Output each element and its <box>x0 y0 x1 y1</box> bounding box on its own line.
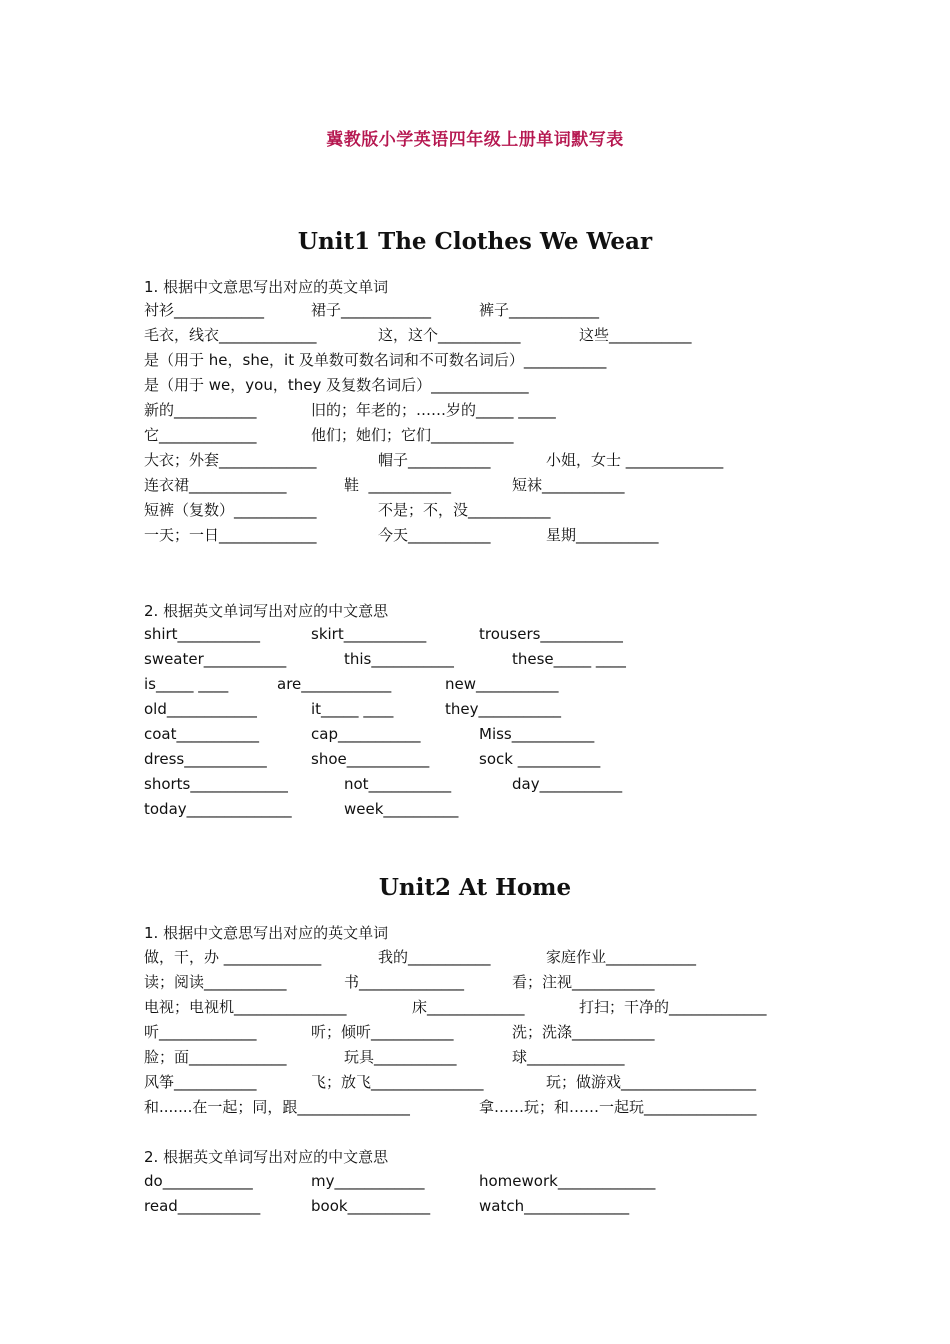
unit1-part1-row-6 <box>144 425 844 449</box>
vocab-item: cap___________ <box>311 725 421 743</box>
vocab-item: 洗；洗涤___________ <box>512 1023 655 1041</box>
vocab-item: is_____ ____ <box>144 675 229 693</box>
unit1-part1-row-5 <box>144 400 844 424</box>
vocab-item: 拿……玩；和……一起玩_______________ <box>479 1098 757 1116</box>
vocab-item: 短裤（复数）___________ <box>144 501 317 519</box>
unit1-part1-row-9 <box>144 500 844 524</box>
unit2-part1-heading: 1. 根据中文意思写出对应的英文单词 <box>144 924 389 942</box>
vocab-item: it_____ ____ <box>311 700 394 718</box>
vocab-item: book___________ <box>311 1197 431 1215</box>
vocab-item: shoe___________ <box>311 750 430 768</box>
vocab-item: 衬衫____________ <box>144 301 265 319</box>
vocab-item: 听_____________ <box>144 1023 257 1041</box>
vocab-item: 床_____________ <box>412 998 525 1016</box>
unit1-part1-row-8 <box>144 475 844 499</box>
vocab-item: old____________ <box>144 700 257 718</box>
unit1-part1-row-4 <box>144 375 844 399</box>
unit1-part2-heading: 2. 根据英文单词写出对应的中文意思 <box>144 602 389 620</box>
vocab-item: not___________ <box>344 775 452 793</box>
vocab-item: shorts_____________ <box>144 775 288 793</box>
unit2-part1-row-7 <box>144 1097 844 1121</box>
unit1-heading: Unit1 The Clothes We Wear <box>297 228 653 255</box>
vocab-item: read___________ <box>144 1197 261 1215</box>
vocab-item: these_____ ____ <box>512 650 626 668</box>
vocab-item: dress___________ <box>144 750 267 768</box>
vocab-item: they___________ <box>445 700 561 718</box>
vocab-item: trousers___________ <box>479 625 623 643</box>
unit2-part1-row-6 <box>144 1072 844 1096</box>
unit1-part2-row-6 <box>144 749 844 773</box>
vocab-item: homework_____________ <box>479 1172 656 1190</box>
vocab-item: are____________ <box>277 675 392 693</box>
vocab-item: 裤子____________ <box>479 301 600 319</box>
vocab-item: shirt___________ <box>144 625 261 643</box>
vocab-item: 这，这个___________ <box>378 326 521 344</box>
vocab-item: 打扫；干净的_____________ <box>579 998 767 1016</box>
vocab-item: today______________ <box>144 800 292 818</box>
vocab-item: sweater___________ <box>144 650 287 668</box>
unit2-part2-heading: 2. 根据英文单词写出对应的中文意思 <box>144 1148 389 1166</box>
vocab-item: new___________ <box>445 675 559 693</box>
vocab-item: 帽子___________ <box>378 451 491 469</box>
unit1-part1-row-2 <box>144 325 844 349</box>
unit2-part1-row-4 <box>144 1022 844 1046</box>
vocab-item: 看；注视___________ <box>512 973 655 991</box>
vocab-item: 读；阅读___________ <box>144 973 287 991</box>
unit1-part2-row-1 <box>144 624 844 648</box>
vocab-item: watch______________ <box>479 1197 630 1215</box>
vocab-item: 听；倾听___________ <box>311 1023 454 1041</box>
vocab-item: 书______________ <box>344 973 465 991</box>
vocab-item: 星期___________ <box>546 526 659 544</box>
unit1-part2-row-8 <box>144 799 844 823</box>
vocab-item: 裙子____________ <box>311 301 432 319</box>
unit1-part2-row-4 <box>144 699 844 723</box>
vocab-item: 旧的；年老的；……岁的_____ _____ <box>311 401 556 419</box>
vocab-item: 是（用于 he，she，it 及单数可数名词和不可数名词后）___________ <box>144 351 607 369</box>
vocab-item: 连衣裙_____________ <box>144 476 287 494</box>
unit1-part1-heading: 1. 根据中文意思写出对应的英文单词 <box>144 278 389 296</box>
vocab-item: 我的___________ <box>378 948 491 966</box>
vocab-item: 球_____________ <box>512 1048 625 1066</box>
vocab-item: coat___________ <box>144 725 259 743</box>
vocab-item: 电视；电视机_______________ <box>144 998 347 1016</box>
vocab-item: 短袜___________ <box>512 476 625 494</box>
vocab-item: 毛衣，线衣_____________ <box>144 326 317 344</box>
vocab-item: 它_____________ <box>144 426 257 444</box>
vocab-item: 做，干，办 _____________ <box>144 948 322 966</box>
vocab-item: week__________ <box>344 800 459 818</box>
unit2-part1-row-2 <box>144 972 844 996</box>
unit2-part2-row-1 <box>144 1171 844 1195</box>
vocab-item: my____________ <box>311 1172 425 1190</box>
vocab-item: 一天；一日_____________ <box>144 526 317 544</box>
vocab-item: 新的___________ <box>144 401 257 419</box>
unit1-part1-row-10 <box>144 525 844 549</box>
vocab-item: 鞋 ___________ <box>344 476 452 494</box>
unit1-part2-row-3 <box>144 674 844 698</box>
vocab-item: 不是；不，没___________ <box>378 501 551 519</box>
vocab-item: day___________ <box>512 775 623 793</box>
unit1-part1-row-7 <box>144 450 844 474</box>
unit1-part1-row-1 <box>144 300 844 324</box>
vocab-item: 他们；她们；它们___________ <box>311 426 514 444</box>
document-title: 冀教版小学英语四年级上册单词默写表 <box>326 130 624 150</box>
unit1-part2-row-7 <box>144 774 844 798</box>
vocab-item: 大衣；外套_____________ <box>144 451 317 469</box>
unit2-part1-row-1 <box>144 947 844 971</box>
vocab-item: 风筝___________ <box>144 1073 257 1091</box>
vocab-item: 飞；放飞_______________ <box>311 1073 484 1091</box>
unit1-part2-row-2 <box>144 649 844 673</box>
vocab-item: 玩；做游戏__________________ <box>546 1073 757 1091</box>
vocab-item: 今天___________ <box>378 526 491 544</box>
unit2-part2-row-2 <box>144 1196 844 1220</box>
vocab-item: do____________ <box>144 1172 253 1190</box>
vocab-item: 玩具___________ <box>344 1048 457 1066</box>
vocab-item: sock ___________ <box>479 750 601 768</box>
unit2-part1-row-3 <box>144 997 844 1021</box>
vocab-item: this___________ <box>344 650 454 668</box>
vocab-item: 和.......在一起；同，跟_______________ <box>144 1098 410 1116</box>
unit2-heading: Unit2 At Home <box>378 874 572 901</box>
unit2-part1-row-5 <box>144 1047 844 1071</box>
vocab-item: 小姐，女士 _____________ <box>546 451 724 469</box>
unit1-part2-row-5 <box>144 724 844 748</box>
vocab-item: 家庭作业____________ <box>546 948 697 966</box>
unit1-part1-row-3 <box>144 350 844 374</box>
vocab-item: Miss___________ <box>479 725 595 743</box>
vocab-item: 这些___________ <box>579 326 692 344</box>
vocab-item: skirt___________ <box>311 625 427 643</box>
vocab-item: 是（用于 we，you，they 及复数名词后）_____________ <box>144 376 529 394</box>
vocab-item: 脸；面_____________ <box>144 1048 287 1066</box>
